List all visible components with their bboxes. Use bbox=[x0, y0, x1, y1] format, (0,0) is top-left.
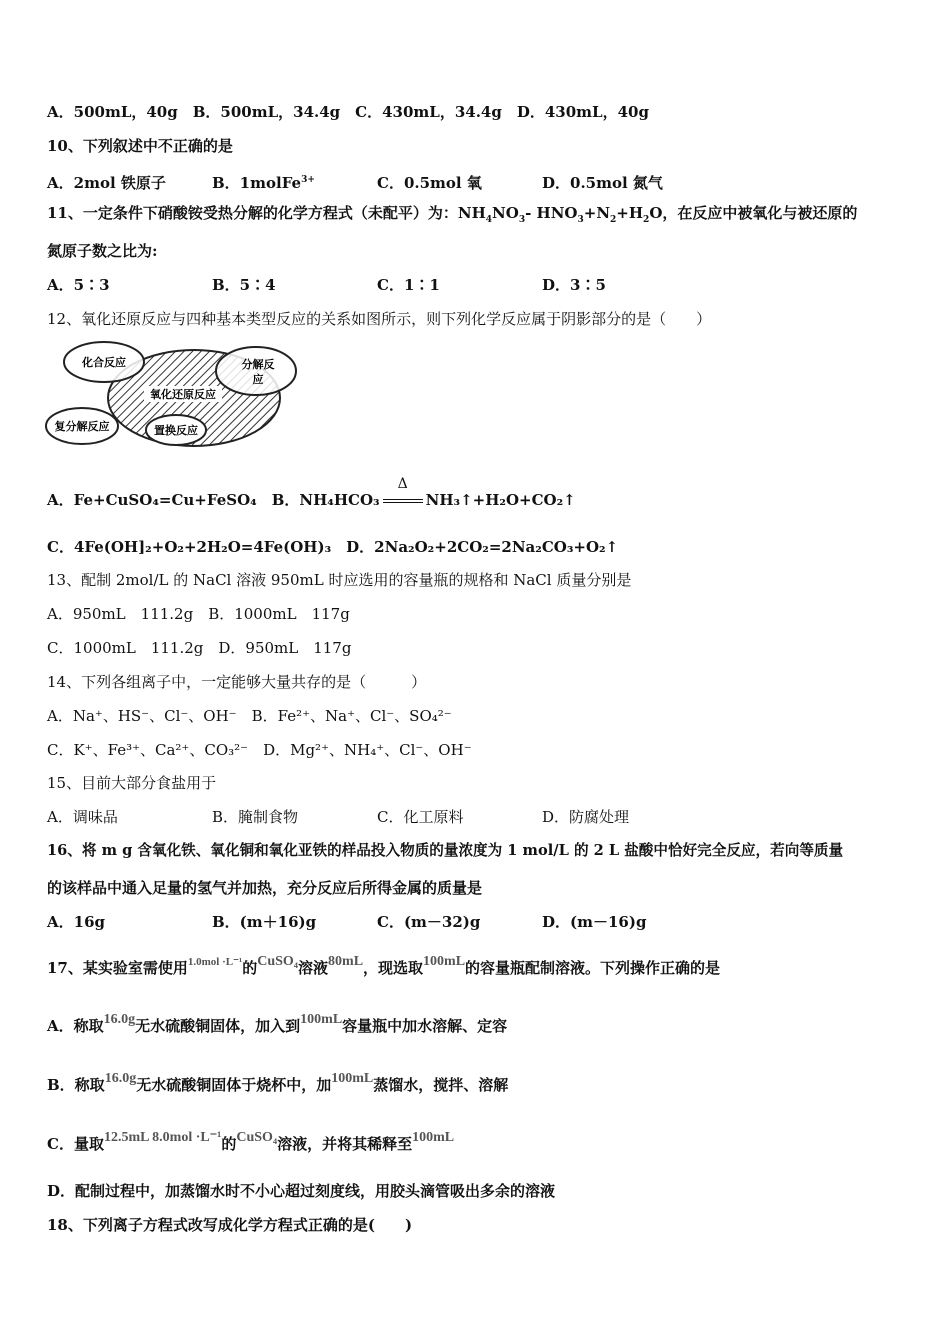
decomposition-ellipse bbox=[216, 347, 296, 395]
q11-sub: 2 bbox=[610, 215, 617, 225]
q13-options-cd: C．1000mL 111.2g D．950mL 117g bbox=[47, 639, 352, 657]
q10-option-b-text: B．1molFe bbox=[212, 174, 302, 192]
q14-options-cd: C．K⁺、Fe³⁺、Ca²⁺、CO₃²⁻ D．Mg²⁺、NH₄⁺、Cl⁻、OH⁻ bbox=[47, 741, 472, 759]
equals-bars bbox=[383, 499, 423, 503]
q15-stem: 15、目前大部分食盐用于 bbox=[47, 774, 217, 792]
q11-sub: 3 bbox=[577, 215, 584, 225]
label-combination: 化合反应 bbox=[82, 356, 126, 369]
q16-stem-line1: 16、将 m g 含氧化铁、氧化铜和氧化亚铁的样品投入物质的量浓度为 1 mol/L 的 2 L 盐酸中恰好完全反应，若向等质量 bbox=[47, 842, 844, 859]
q11-option-b: B．5∶4 bbox=[212, 276, 276, 294]
q17-stem-text: 的 bbox=[242, 959, 258, 977]
q17-concentration: 1.0mol ·L⁻¹ bbox=[187, 956, 243, 968]
q16-option-c: C．(m－32)g bbox=[377, 913, 481, 931]
q12-stem: 12、氧化还原反应与四种基本类型反应的关系如图所示，则下列化学反应属于阴影部分的是（ ） bbox=[47, 310, 712, 328]
q15-option-d: D．防腐处理 bbox=[542, 808, 630, 826]
q17-a-text: A．称取 bbox=[47, 1017, 104, 1035]
q17-a-mass: 16.0g bbox=[103, 1012, 136, 1027]
q10-option-a: A．2mol 铁原子 bbox=[47, 174, 166, 192]
q11-option-a: A．5∶3 bbox=[47, 276, 110, 294]
q11-options bbox=[47, 275, 606, 295]
reaction-venn-diagram bbox=[44, 338, 302, 450]
q15-option-b: B．腌制食物 bbox=[212, 808, 299, 826]
q10-option-b-sup: 3+ bbox=[301, 175, 315, 185]
q17-c-text: 溶液，并将其稀释至 bbox=[277, 1135, 413, 1153]
q18-stem: 18、下列离子方程式改写成化学方程式正确的是( ) bbox=[47, 1216, 413, 1234]
q17-stem-text: ，现选取 bbox=[363, 959, 424, 977]
q17-a-volume: 100mL bbox=[300, 1012, 343, 1027]
q16-option-d: D．(m－16)g bbox=[542, 913, 647, 931]
q12-option-a: A．Fe+CuSO₄=Cu+FeSO₄ bbox=[47, 491, 257, 509]
q17-c-text: 的 bbox=[221, 1135, 237, 1153]
q11-stem-line2: 氮原子数之比为: bbox=[47, 242, 158, 260]
q17-stem-text: 17、某实验室需使用 bbox=[47, 959, 188, 977]
q15-option-c: C．化工原料 bbox=[377, 808, 464, 826]
q17-volume-100: 100mL bbox=[423, 954, 466, 969]
q17-b-text: 无水硫酸铜固体于烧杯中，加 bbox=[136, 1076, 332, 1094]
q14-options-ab: A．Na⁺、HS⁻、Cl⁻、OH⁻ B．Fe²⁺、Na⁺、Cl⁻、SO₄²⁻ bbox=[47, 707, 452, 725]
label-decomposition-2: 应 bbox=[252, 373, 264, 386]
q11-sub: 2 bbox=[643, 215, 650, 225]
q11-sub: 4 bbox=[485, 215, 493, 225]
q17-stem bbox=[47, 954, 721, 980]
q17-option-d: D．配制过程中，加蒸馏水时不小心超过刻度线，用胶头滴管吸出多余的溶液 bbox=[47, 1182, 556, 1200]
q15-options bbox=[47, 807, 629, 827]
q16-options bbox=[47, 912, 646, 932]
q17-stem-text: 溶液 bbox=[298, 959, 329, 977]
q11-stem-part: 11、一定条件下硝酸铵受热分解的化学方程式（未配平）为：NH bbox=[47, 204, 486, 222]
q12-options-cd bbox=[47, 537, 618, 557]
q16-option-b: B．(m＋16)g bbox=[212, 913, 317, 931]
q17-c-cuso4: CuSO₄ bbox=[236, 1130, 278, 1145]
q11-stem-part: - HNO bbox=[525, 204, 578, 222]
q17-b-text: B．称取 bbox=[47, 1076, 105, 1094]
q17-b-text: 蒸馏水，搅拌、溶解 bbox=[373, 1076, 509, 1094]
q10-option-d: D．0.5mol 氮气 bbox=[542, 174, 663, 192]
q14-stem: 14、下列各组离子中，一定能够大量共存的是（ ） bbox=[47, 673, 427, 691]
q12-option-b-post: NH₃↑+H₂O+CO₂↑ bbox=[425, 491, 576, 509]
q17-option-c bbox=[47, 1130, 455, 1156]
q17-cuso4: CuSO₄ bbox=[257, 954, 299, 969]
q13-stem: 13、配制 2mol/L 的 NaCl 溶液 950mL 时应选用的容量瓶的规格和 NaCl 质量分别是 bbox=[47, 571, 632, 589]
q16-stem-line2: 的该样品中通入足量的氢气并加热，充分反应后所得金属的质量是 bbox=[47, 879, 483, 897]
q12-option-c: C．4Fe(OH]₂+O₂+2H₂O=4Fe(OH)₃ bbox=[47, 538, 332, 556]
q17-c-quantity: 12.5mL 8.0mol ·L⁻¹ bbox=[103, 1130, 222, 1145]
q15-option-a: A．调味品 bbox=[47, 808, 118, 826]
q11-sub: 3 bbox=[518, 215, 526, 225]
label-decomposition-1: 分解反 bbox=[241, 358, 275, 371]
q11-stem-part: +H bbox=[616, 204, 644, 222]
q12-option-d: D．2Na₂O₂+2CO₂=2Na₂CO₃+O₂↑ bbox=[346, 538, 619, 556]
q11-stem bbox=[47, 203, 857, 230]
q16-option-a: A．16g bbox=[47, 913, 106, 931]
q17-a-text: 无水硫酸铜固体，加入到 bbox=[135, 1017, 301, 1035]
q10-option-b bbox=[212, 170, 377, 193]
q13-options-ab: A．950mL 111.2g B．1000mL 117g bbox=[47, 605, 350, 623]
heating-equals-sign bbox=[380, 476, 426, 510]
q17-stem-text: 的容量瓶配制溶液。下列操作正确的是 bbox=[465, 959, 721, 977]
q17-volume-80: 80mL bbox=[328, 954, 364, 969]
q17-option-b bbox=[47, 1071, 509, 1097]
label-double-displacement: 复分解反应 bbox=[54, 420, 110, 433]
q17-a-text: 容量瓶中加水溶解、定容 bbox=[342, 1017, 508, 1035]
q12-option-b-pre: B．NH₄HCO₃ bbox=[271, 491, 380, 509]
q17-c-volume: 100mL bbox=[412, 1130, 455, 1145]
q17-b-mass: 16.0g bbox=[104, 1071, 137, 1086]
q11-option-c: C．1∶1 bbox=[377, 276, 440, 294]
q9-options: A．500mL，40g B．500mL，34.4g C．430mL，34.4g D．430mL，40g bbox=[47, 103, 649, 121]
label-redox: 氧化还原反应 bbox=[150, 388, 216, 401]
q10-options bbox=[47, 170, 663, 193]
q17-option-a bbox=[47, 1012, 508, 1038]
q17-b-volume: 100mL bbox=[331, 1071, 374, 1086]
q11-stem-part: O，在反应中被氧化与被还原的 bbox=[649, 204, 858, 222]
label-displacement: 置换反应 bbox=[154, 424, 198, 437]
q11-option-d: D．3∶5 bbox=[542, 276, 606, 294]
q10-stem: 10、下列叙述中不正确的是 bbox=[47, 137, 233, 155]
q17-c-text: C．量取 bbox=[47, 1135, 104, 1153]
heat-delta: Δ bbox=[397, 476, 408, 492]
q10-option-c: C．0.5mol 氧 bbox=[377, 174, 482, 192]
q11-stem-part: +N bbox=[583, 204, 611, 222]
q12-options-ab bbox=[47, 476, 576, 510]
q11-stem-part: NO bbox=[492, 204, 519, 222]
